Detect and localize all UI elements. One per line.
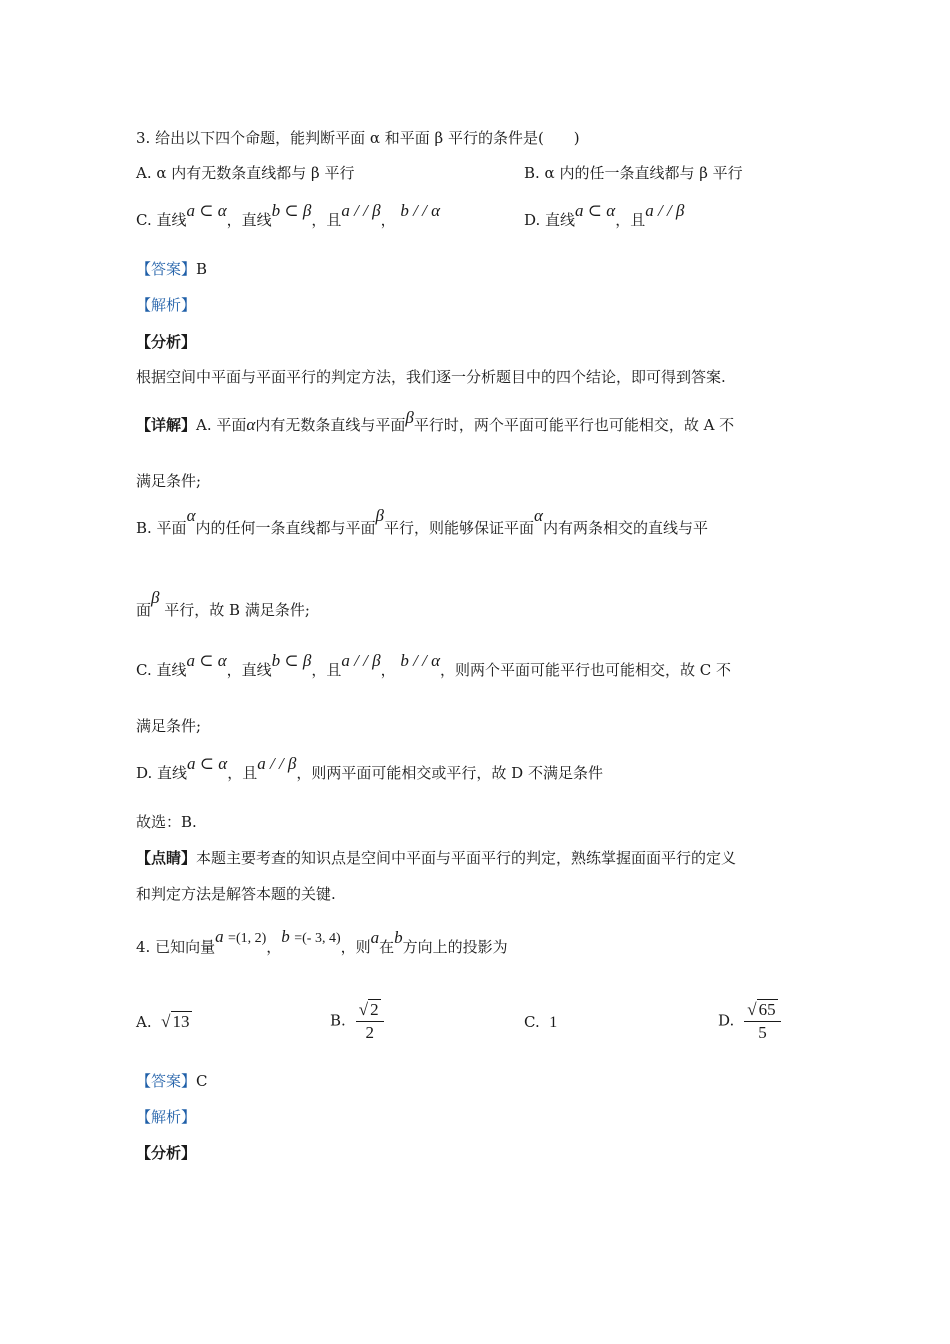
answer-tag: 【答案】 (136, 260, 197, 278)
q3-option-c-math-3: a / / β (341, 201, 381, 220)
q3-detail-b (136, 506, 708, 538)
answer-tag: 【答案】 (136, 1072, 197, 1090)
q4-option-b-label: B. (330, 1011, 346, 1030)
q4-text-1: 4. 已知向量 (136, 938, 216, 956)
q4-var-b: b (394, 928, 403, 947)
q3-detail-c-cont: 满足条件; (136, 717, 202, 735)
q4-analysis-tag: 【解析】 (136, 1108, 197, 1126)
q4-option-c-label: C. (524, 1013, 540, 1031)
q4-vector-a: a =(1, 2) (215, 927, 267, 946)
detail-b-text-3: 平行，则能够保证平面 (383, 519, 534, 537)
q3-option-d-math-2: a / / β (645, 201, 685, 220)
detail-c-math-2: b ⊂ β (271, 651, 312, 670)
answer-value: C (196, 1072, 208, 1090)
detail-c-math-4: b / / α (400, 651, 440, 670)
detail-a-text-3: 平行时，两个平面可能平行也可能相交，故 A 不 (413, 416, 735, 434)
q3-option-c (136, 201, 440, 230)
detail-b-text-2: 内的任何一条直线都与平面 (195, 519, 376, 537)
detail-b-text-4: 内有两条相交的直线与平 (542, 519, 708, 537)
sqrt-13: √ 13 (161, 1012, 190, 1031)
q4-option-a-label: A. (136, 1013, 152, 1031)
q3-fenxi-text: 根据空间中平面与平面平行的判定方法，我们逐一分析题目中的四个结论，即可得到答案. (136, 368, 726, 386)
detail-a-text-1: A. 平面 (196, 416, 247, 434)
beta-symbol: β (375, 506, 384, 525)
q3-option-b: B. α 内的任一条直线都与 β 平行 (524, 164, 743, 182)
q3-detail-c (136, 651, 732, 680)
detail-d-text-2: ，且 (227, 764, 258, 782)
q4-option-c (524, 1012, 557, 1033)
detail-d-text-3: ，则两平面可能相交或平行，故 D 不满足条件 (296, 764, 603, 782)
q4-option-d (718, 1000, 781, 1043)
detail-d-math-2: a / / β (257, 754, 297, 773)
q4-option-a (136, 1012, 192, 1032)
q4-fenxi-tag: 【分析】 (136, 1144, 197, 1162)
detail-c-text-3: ，且 (311, 661, 342, 679)
q4-option-b (330, 1000, 384, 1043)
beta-symbol: β (405, 408, 414, 427)
q3-comment (136, 848, 736, 868)
q3-detail-d (136, 754, 603, 783)
answer-value: B (196, 260, 208, 278)
detail-c-text-5: ，则两个平面可能平行也可能相交，故 C 不 (440, 661, 732, 679)
beta-symbol: β (151, 588, 160, 607)
fraction-sqrt2-over-2: $\frac{√ 2}{2}$ (356, 1000, 384, 1043)
q4-option-d-label: D. (718, 1011, 735, 1030)
detail-c-text-2: ，直线 (226, 661, 272, 679)
q3-option-d-text-1: ，且 (615, 211, 646, 229)
q4-vector-b: b =(- 3, 4) (281, 927, 341, 946)
q3-detail-a-cont: 满足条件; (136, 472, 202, 490)
q3-option-d-label: D. 直线 (524, 211, 576, 229)
comment-tag: 【点睛】 (136, 849, 197, 867)
detail-b-text-5: 面 (136, 601, 152, 619)
q4-text-3: ，则 (340, 938, 371, 956)
comment-text-1: 本题主要考查的知识点是空间中平面与平面平行的判定，熟练掌握面面平行的定义 (196, 849, 737, 867)
q3-option-c-text-1: ，直线 (226, 211, 272, 229)
q3-conclusion: 故选：B. (136, 813, 197, 831)
detail-c-text-1: C. 直线 (136, 661, 187, 679)
q4-stem (136, 927, 508, 959)
detail-b-text-1: B. 平面 (136, 519, 187, 537)
alpha-symbol: α (534, 506, 543, 525)
detail-c-math-3: a / / β (341, 651, 381, 670)
q3-option-c-text-3: ， (380, 211, 396, 229)
detail-d-text-1: D. 直线 (136, 764, 188, 782)
q3-option-d (524, 201, 685, 230)
q3-option-c-text-2: ，且 (311, 211, 342, 229)
detail-b-text-6: 平行，故 B 满足条件; (164, 601, 310, 619)
q4-var-a: a (370, 928, 380, 947)
q3-option-c-math-4: b / / α (400, 201, 440, 220)
detail-c-text-4: ， (380, 661, 396, 679)
q3-option-d-math-1: a ⊂ α (575, 201, 616, 220)
q3-fenxi-tag: 【分析】 (136, 333, 197, 351)
alpha-symbol: α (246, 415, 256, 434)
q4-answer (136, 1071, 208, 1091)
detail-c-math-1: a ⊂ α (186, 651, 227, 670)
q3-option-c-math-1: a ⊂ α (186, 201, 227, 220)
q3-option-a: A. α 内有无数条直线都与 β 平行 (136, 164, 355, 182)
q3-stem: 3. 给出以下四个命题，能判断平面 α 和平面 β 平行的条件是( ) (136, 129, 580, 147)
q4-option-c-value: 1 (549, 1014, 558, 1031)
q3-detail-b-cont (136, 588, 310, 620)
fraction-sqrt65-over-5: $\frac{√ 65}{5}$ (744, 1000, 780, 1043)
q3-answer (136, 259, 207, 279)
q3-detail-a (136, 408, 735, 435)
q3-comment-cont: 和判定方法是解答本题的关键. (136, 885, 336, 903)
q3-option-c-label: C. 直线 (136, 211, 187, 229)
q4-text-5: 方向上的投影为 (402, 938, 508, 956)
detail-a-text-2: 内有无数条直线与平面 (255, 416, 406, 434)
q4-text-4: 在 (379, 938, 395, 956)
detail-d-math-1: a ⊂ α (187, 754, 228, 773)
q4-text-2: ， (266, 938, 282, 956)
detail-tag: 【详解】 (136, 416, 197, 434)
alpha-symbol: α (186, 506, 196, 525)
q3-option-c-math-2: b ⊂ β (271, 201, 312, 220)
q3-analysis-tag: 【解析】 (136, 296, 197, 314)
